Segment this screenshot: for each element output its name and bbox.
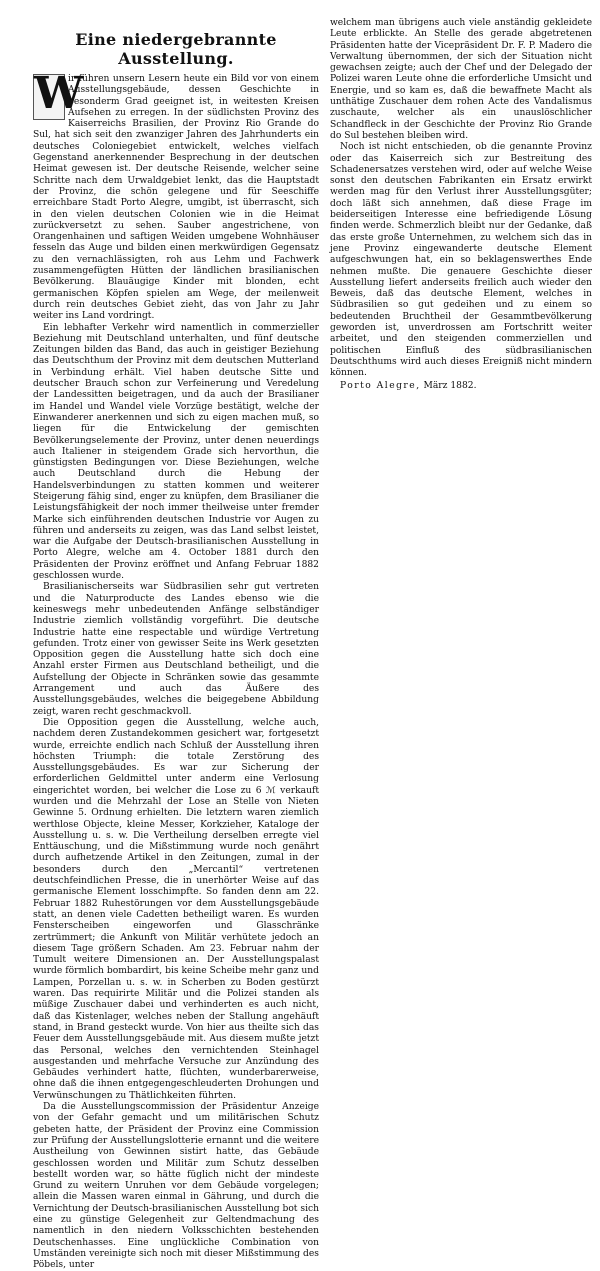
article-paragraph-2: Ein lebhafter Verkehr wird namentlich in commerzieller Beziehung mit Deutschland unterhalten, und fünf deutsche Zeitungen bilden das Band, das auch in geistiger Beziehung das Deutschthum der Provinz mit dem deutschen Mutterland in Verbindung erhält. Viel haben deutsche Sitte und deutscher Brauch schon zur Verfeinerung und Veredelung der Landessitten beigetragen, und da auch der Brasilianer im Handel und Wandel viele Vorzüge bestätigt, welche der Einwanderer anerkennen und sich zu eigen machen muß, so liegen für die Entwickelung der gemischten Bevölkerungselemente der Provinz, unter denen neuerdings auch Italiener in steigendem Grade sich hervorthun, die günstigsten Bedingungen vor. Diese Beziehungen, welche auch Deutschland durch die Hebung der Handelsverbindungen zu statten kommen und weiterer Steigerung fähig sind, enger zu knüpfen, dem Brasilianer die Leistungsfähigkeit der noch immer theilweise unter fremder Marke sich einführenden deutschen Industrie vor Augen zu führen und anderseits zu zeigen, was das Land selbst leistet, war die Aufgabe der Deutsch-brasilianischen Ausstellung in Porto Alegre, welche am 4. October 1881 durch den Präsidenten der Provinz eröffnet und Anfang Februar 1882 geschlossen wurde. [33,322,319,582]
article-signature [330,381,592,392]
dropcap-initial: W [34,68,84,119]
signature-date: März 1882. [423,380,477,391]
article-paragraph-7: Noch ist nicht entschieden, ob die genannte Provinz oder das Kaiserreich sich zur Bestreitung des Schadenersatzes verstehen wird, oder auf welche Weise sonst den deutschen Fabrikanten ein Ersatz erwirkt werden mag für den Verlust ihrer Ausstellungsgüter; doch läßt sich annehmen, daß diese Frage im beiderseitigen Interesse eine befriedigende Lösung finden werde. Schmerzlich bleibt nur der Gedanke, daß das erste große Unternehmen, zu welchem sich das in jene Provinz eingewanderte deutsche Element aufgeschwungen hat, ein so beklagenswerthes Ende nehmen mußte. Die genauere Geschichte dieser Ausstellung liefert anderseits freilich auch wieder den Beweis, daß das deutsche Element, welches in Südbrasilien so gut gedeihen und zu einem so bedeutenden Bruchtheil der Gesammtbevölkerung geworden ist, unverdrossen am Fortschritt weiter arbeitet, und den steigenden commerziellen und politischen Einfluß des südbrasilianischen Deutschthums wird auch dieses Ereigniß nicht mindern können. [330,142,592,379]
article-title: Eine niedergebrannte Ausstellung. [75,30,277,68]
article-paragraph-1 [33,68,319,323]
article-paragraph-3: Brasilianischerseits war Südbrasilien sehr gut vertreten und die Naturproducte des Landes ebenso wie die keineswegs mehr unbedeutenden Anfänge selbständiger Industrie ziemlich vollständig vorgeführt. Die deutsche Industrie hatte eine respectable und würdige Vertretung gefunden. Trotz einer von gewisser Seite ins Werk gesetzten Opposition gegen die Ausstellung hatte sich doch eine Anzahl erster Firmen aus Deutschland betheiligt, und die Aufstellung der Objecte in Schränken sowie das gesammte Arrangement und auch das Äußere des Ausstellungsgebäudes, welches die beigegebene Abbildung zeigt, waren recht geschmackvoll. [33,582,319,717]
paragraph-text: ir führen unsern Lesern heute ein Bild vor von einem Ausstellungsgebäude, dessen Geschichte in besonderm Grad geeignet ist, in weitesten Kreisen Aufsehen zu erregen. In der südlichsten Provinz des Kaiserreichs Brasilien, der Provinz Rio Grande do Sul, hat sich seit den zwanziger Jahren des Jahrhunderts ein deutsches Coloniegebiet entwickelt, welches vielfach Gegenstand anerkennender Besprechung in der deutschen Heimat gewesen ist. Der deutsche Reisende, welcher seine Schritte nach dem Urwaldgebiet lenkt, das die Hauptstadt der Provinz, die schön gelegene und für Seeschiffe erreichbare Stadt Porto Alegre, umgibt, ist überrascht, sich in den vielen deutschen Colonien wie in die Heimat zurückversetzt zu sehen. Sauber angestrichene, von Orangenhainen und saftigen Weiden umgebene Wohnhäuser fesseln das Auge und bilden einen merkwürdigen Gegensatz zu den vernachlässigten, roh aus Lehm und Fachwerk zusammengefügten Hütten der ländlichen brasilianischen Bevölkerung. Blauäugige Kinder mit blonden, echt germanischen Köpfen spielen am Wege, der meilenweit durch rein deutsches Gebiet zieht, das von Jahr zu Jahr weiter ins Land vordringt. [33,74,319,322]
article-paragraph-6: welchem man übrigens auch viele anständig gekleidete Leute erblickte. An Stelle des gerade abgetretenen Präsidenten hatte der Vicepräsident Dr. F. P. Madero die Verwaltung übernommen, der sich der Situation nicht gewachsen zeigte; auch der Chef und der Delegado der Polizei waren Leute ohne die erforderliche Umsicht und Energie, und so kam es, daß die bewaffnete Macht als unthätige Zuschauer dem rohen Acte des Vandalismus zuschaute, welcher als ein unauslöschlicher Schandfleck in der Geschichte der Provinz Rio Grande do Sul bestehen bleiben wird. [330,18,592,141]
right-column [330,18,592,392]
signature-place: Porto Alegre, [340,380,421,391]
article-paragraph-5: Da die Ausstellungscommission der Präsidentur Anzeige von der Gefahr gemacht und um militärischen Schutz gebeten hatte, der Präsident der Provinz eine Commission zur Prüfung der Ausstellungslotterie ernannt und die weitere Austheilung von Gewinnen sistirt hatte, das Gebäude geschlossen worden und Militär zum Schutz desselben bestellt worden war, so hätte füglich nicht der mindeste Grund zu weitern Unruhen vor dem Gebäude vorgelegen; allein die Massen waren einmal in Gährung, und durch die Vernichtung der Deutsch-brasilianischen Ausstellung bot sich eine zu günstige Gelegenheit zur Geltendmachung des namentlich in den niedern Volksschichten bestehenden Deutschenhasses. Eine unglückliche Combination von Umständen vereinigte sich noch mit dieser Mißstimmung des Pöbels, unter [33,1102,319,1271]
left-column [33,22,319,1271]
article-paragraph-4: Die Opposition gegen die Ausstellung, welche auch, nachdem deren Zustandekommen gesichert war, fortgesetzt wurde, erreichte endlich nach Schluß der Ausstellung ihren höchsten Triumph: die totale Zerstörung des Ausstellungsgebäudes. Es war zur Sicherung der erforderlichen Geldmittel unter anderm eine Verlosung eingerichtet worden, bei welcher die Lose zu 6 ℳ verkauft wurden und die Mehrzahl der Lose an Stelle von Nieten Gewinne 5. Ordnung erhielten. Die letztern waren ziemlich werthlose Objecte, kleine Messer, Korkzieher, Kataloge der Ausstellung u. s. w. Die Vertheilung derselben erregte viel Enttäuschung, und die Mißstimmung wurde noch genährt durch aufhetzende Artikel in den Zeitungen, zumal in der besonders durch den „Mercantil“ vertretenen deutschfeindlichen Presse, die in unerhörter Weise auf das germanische Element losschimpfte. So fanden denn am 22. Februar 1882 Ruhestörungen vor dem Ausstellungsgebäude statt, an denen viele Cadetten betheiligt waren. Es wurden Fensterscheiben eingeworfen und Glasschränke zertrümmert; die Ankunft von Militär verhütete jedoch an diesem Tage größern Schaden. Am 23. Februar nahm der Tumult weitere Dimensionen an. Der Ausstellungspalast wurde förmlich bombardirt, bis keine Scheibe mehr ganz und Lampen, Porzellan u. s. w. in Scherben zu Boden gestürzt waren. Das requirirte Militär und die Polizei standen als müßige Zuschauer dabei und verhinderten es auch nicht, daß das Kistenlager, welches neben der Stallung angehäuft stand, in Brand gesteckt wurde. Von hier aus theilte sich das Feuer dem Ausstellungsgebäude mit. Aus diesem mußte jetzt das Personal, welches den vernichtenden Steinhagel ausgestanden und mehrfache Versuche zur Anzündung des Gebäudes verhindert hatte, flüchten, wunderbarerweise, ohne daß die ihnen entgegengeschleuderten Drohungen und Verwünschungen zu Thätlichkeiten führten. [33,717,319,1101]
